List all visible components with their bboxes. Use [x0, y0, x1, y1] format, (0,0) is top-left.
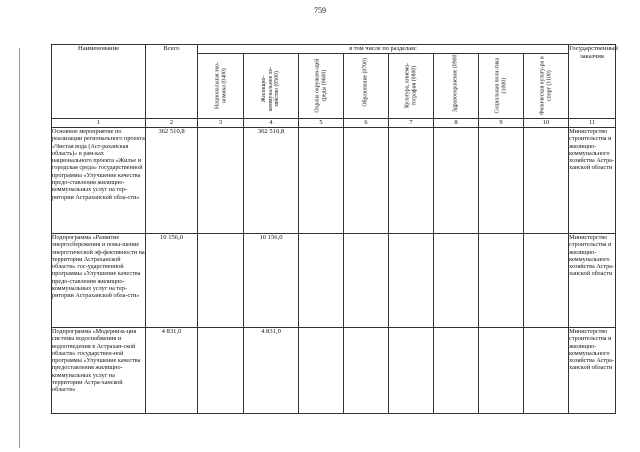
- row-section-1100: [524, 234, 569, 328]
- column-number: 6: [344, 119, 389, 128]
- row-name: Подпрограмма «Развитие энергосбережения и повы-шение энергетической эф-фективности на территории Астраханской области» гос-ударственной программы «Улучшение качества предо-ставления жилищно-коммунальных услуг на тер-ритории Астраханской обла-сти»: [52, 234, 146, 328]
- header-section-label: Жилищно-коммунальное хо-зяйство (0500): [261, 66, 281, 112]
- row-section-0800: [389, 234, 434, 328]
- row-section-0500: 10 156,0: [244, 234, 299, 328]
- header-section-0800: [389, 54, 434, 119]
- header-section-0900: [434, 54, 479, 119]
- row-section-0900: [434, 234, 479, 328]
- row-customer: Министерство строительства и жилищно-коммунального хозяйства Астра-ханской области: [569, 328, 616, 414]
- row-section-0600: [299, 234, 344, 328]
- row-customer: Министерство строительства и жилищно-коммунального хозяйства Астра-ханской области: [569, 128, 616, 234]
- header-section-1100: [524, 54, 569, 119]
- row-section-0500: 362 510,8: [244, 128, 299, 234]
- header-section-0400: [198, 54, 244, 119]
- row-section-0400: [198, 328, 244, 414]
- header-sections-group: в том числе по разделам:: [198, 45, 569, 54]
- row-section-0700: [344, 234, 389, 328]
- row-customer: Министерство строительства и жилищно-коммунального хозяйства Астра-ханской области: [569, 234, 616, 328]
- table-row: [52, 234, 616, 328]
- column-number: 5: [299, 119, 344, 128]
- page-edge-line: [19, 48, 20, 448]
- row-section-1100: [524, 328, 569, 414]
- column-number: 9: [479, 119, 524, 128]
- row-section-0400: [198, 128, 244, 234]
- row-total: 362 510,8: [146, 128, 198, 234]
- column-number: 4: [244, 119, 299, 128]
- budget-table: [51, 44, 616, 414]
- header-section-label: Культура, кинема-тография (0800): [404, 63, 417, 109]
- header-section-0700: [344, 54, 389, 119]
- row-section-0900: [434, 328, 479, 414]
- table-row: [52, 128, 616, 234]
- column-number: 7: [389, 119, 434, 128]
- page-number: 759: [314, 6, 326, 15]
- row-total: 10 156,0: [146, 234, 198, 328]
- header-section-label: Охрана окружаю-щей среды (0600): [314, 58, 327, 113]
- column-number: 8: [434, 119, 479, 128]
- row-section-0600: [299, 328, 344, 414]
- header-section-0500: [244, 54, 299, 119]
- row-section-0700: [344, 328, 389, 414]
- header-section-0600: [299, 54, 344, 119]
- column-number-row: [52, 119, 616, 128]
- row-section-0700: [344, 128, 389, 234]
- column-number: 2: [146, 119, 198, 128]
- header-name: Наименование: [52, 45, 146, 119]
- header-section-label: Социальная поли-тика (1000): [494, 57, 507, 114]
- header-section-label: Образование (0700): [362, 57, 369, 107]
- row-section-0600: [299, 128, 344, 234]
- row-section-0800: [389, 328, 434, 414]
- row-total: 4 831,0: [146, 328, 198, 414]
- header-section-label: Физическая культу-ра и спорт (1100): [539, 56, 553, 115]
- header-total: Всего: [146, 45, 198, 119]
- table-row: [52, 328, 616, 414]
- header-customer: Государственный заказчик: [569, 45, 616, 119]
- row-section-0400: [198, 234, 244, 328]
- column-number: 3: [198, 119, 244, 128]
- row-section-1000: [479, 328, 524, 414]
- row-section-0500: 4 831,0: [244, 328, 299, 414]
- column-number: 11: [569, 119, 616, 128]
- header-section-label: Национальная эко-номика (0400): [213, 62, 227, 109]
- row-section-1100: [524, 128, 569, 234]
- row-section-0900: [434, 128, 479, 234]
- row-name: Основное мероприятие по реализации регионального проекта «Чистая вода (Аст-раханская область)» в рам-ках национального проекта «Жилье и городская среда» государственной программы «Улучшение качества предо-ставления жилищно-коммунальных услуг на тер-ритории Астраханской обла-сти»: [52, 128, 146, 234]
- column-number: 10: [524, 119, 569, 128]
- row-section-0800: [389, 128, 434, 234]
- header-section-label: Здравоохранение (0900): [452, 52, 459, 112]
- row-section-1000: [479, 128, 524, 234]
- row-name: Подпрограмма «Модерниза-ция системы водоснабжения и водоотведения в Астрахан-ской области» государствен-ной программы «Улучшение качества предоставления жилищно-коммунальных услуг на территории Астра-ханской области»: [52, 328, 146, 414]
- column-number: 1: [52, 119, 146, 128]
- row-section-1000: [479, 234, 524, 328]
- header-section-1000: [479, 54, 524, 119]
